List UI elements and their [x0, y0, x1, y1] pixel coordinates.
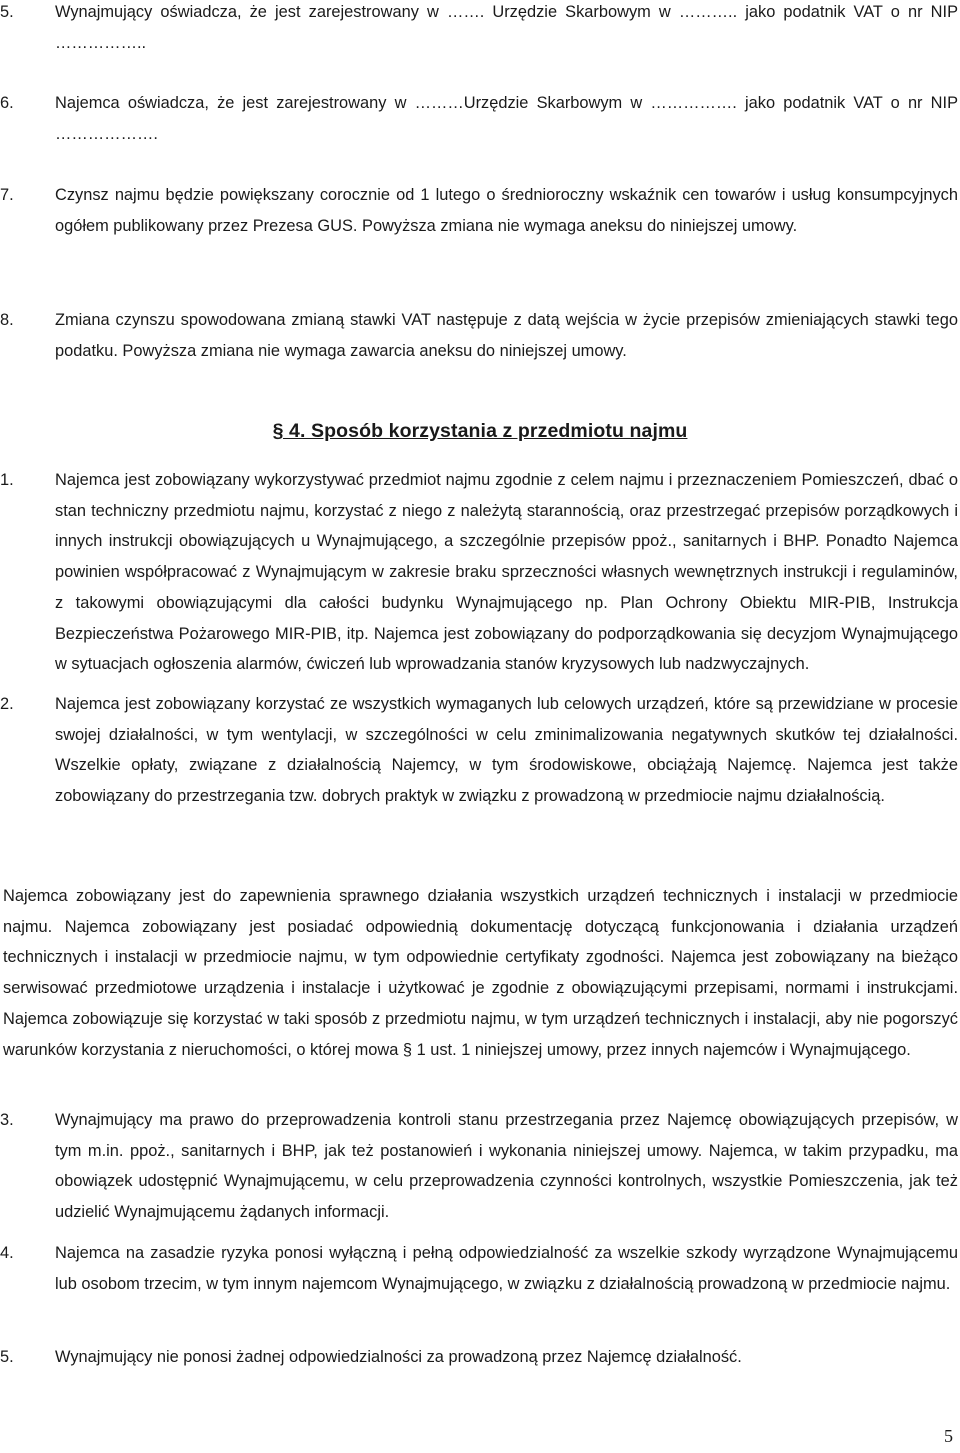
list-item-number: 4.: [0, 1244, 14, 1262]
list-item-number: 2.: [0, 695, 14, 713]
paragraph-text: Najemca zobowiązany jest do zapewnienia sprawnego działania wszystkich urządzeń technicznych i instalacji w przedmiocie najmu. Najemca zobowiązany jest posiadać odpowiednią dokumentację dotyczącą funkcjonowania i działania urządzeń technicznych i instalacji w przedmiocie najmu, w tym odpowiednie certyfikaty zgodności. Najemca jest zobowiązany na bieżąco serwisować przedmiotowe urządzenia i instalacje i użytkować je zgodnie z obowiązującymi przepisami, normami i instrukcjami. Najemca zobowiązuje się korzystać w taki sposób z przedmiotu najmu, w tym urządzeń technicznych i instalacji, aby nie pogorszyć warunków korzystania z nieruchomości, o której mowa § 1 ust. 1 niniejszej umowy, przez innych najemców i Wynajmującego.: [3, 887, 958, 1059]
list-item-number: 7.: [0, 186, 14, 204]
list-item-text: Najemca jest zobowiązany wykorzystywać przedmiot najmu zgodnie z celem najmu i przeznaczeniem Pomieszczeń, dbać o stan techniczny przedmiotu najmu, korzystać z niego z należytą starannością, oraz przestrzegać przepisów porządkowych i innych instrukcji obowiązujących u Wynajmującego, a szczególnie przepisów ppoż., sanitarnych i BHP. Ponadto Najemca powinien współpracować z Wynajmującym w zakresie braku sprzeczności własnych wewnętrznych instrukcji i regulaminów, z takowymi obowiązującymi dla całości budynku Wynajmującego np. Plan Ochrony Obiektu MIR-PIB, Instrukcja Bezpieczeństwa Pożarowego MIR-PIB, itp. Najemca jest zobowiązany do podporządkowania się decyzjom Wynajmującego w sytuacjach ogłoszenia alarmów, ćwiczeń lub wprowadzania stanów kryzysowych lub nadzwyczajnych.: [55, 471, 958, 674]
list-item-text: Czynsz najmu będzie powiększany corocznie od 1 lutego o średnioroczny wskaźnik cen towarów i usług konsumpcyjnych ogółem publikowany przez Prezesa GUS. Powyższa zmiana nie wymaga aneksu do niniejszej umowy.: [55, 186, 958, 235]
list-item-number: 5.: [0, 1348, 14, 1366]
list-item-number: 8.: [0, 311, 14, 329]
list-item-number: 6.: [0, 94, 14, 112]
list-item-number: 1.: [0, 471, 14, 489]
section-item-4: [0, 1238, 958, 1299]
section-item-5: [0, 1342, 958, 1373]
list-item-5: [0, 0, 958, 58]
list-item-text: Najemca oświadcza, że jest zarejestrowany w ………Urzędzie Skarbowym w ……………. jako podatnik VAT o nr NIP ……………….: [55, 94, 958, 143]
section-item-1: [0, 465, 958, 680]
section-item-2: [0, 689, 958, 812]
section-heading: § 4. Sposób korzystania z przedmiotu najmu: [272, 420, 688, 442]
list-item-number: 5.: [0, 3, 14, 21]
list-item-text: Wynajmujący ma prawo do przeprowadzenia kontroli stanu przestrzegania przez Najemcę obowiązujących przepisów, w tym m.in. ppoż., sanitarnych i BHP, jak też postanowień i wykonania niniejszej umowy. Najemca, w takim przypadku, ma obowiązek udostępnić Wynajmującemu, w celu przeprowadzenia czynności kontrolnych, wszystkie Pomieszczenia, jak też udzielić Wynajmującemu żądanych informacji.: [55, 1111, 958, 1222]
list-item-text: Najemca na zasadzie ryzyka ponosi wyłączną i pełną odpowiedzialność za wszelkie szkody wyrządzone Wynajmującemu lub osobom trzecim, w tym innym najemcom Wynajmującego, w związku z działalnością prowadzoną w przedmiocie najmu.: [55, 1244, 958, 1293]
list-item-7: [0, 180, 958, 241]
list-item-text: Najemca jest zobowiązany korzystać ze wszystkich wymaganych lub celowych urządzeń, które są przewidziane w procesie swojej działalności, w tym wentylacji, w szczególności w celu zminimalizowania negatywnych skutków tej działalności. Wszelkie opłaty, związane z działalnością Najemcy, w tym środowiskowe, obciążają Najemcę. Najemca jest także zobowiązany do przestrzegania tzw. dobrych praktyk w związku z prowadzoną w przedmiocie najmu działalnością.: [55, 695, 958, 806]
list-item-6: [0, 88, 958, 149]
list-item-text: Zmiana czynszu spowodowana zmianą stawki VAT następuje z datą wejścia w życie przepisów zmieniających stawki tego podatku. Powyższa zmiana nie wymaga zawarcia aneksu do niniejszej umowy.: [55, 311, 958, 360]
page-number: 5: [944, 1426, 953, 1446]
list-item-text: Wynajmujący nie ponosi żadnej odpowiedzialności za prowadzoną przez Najemcę działalność.: [55, 1348, 742, 1366]
list-item-8: [0, 305, 958, 366]
unnumbered-paragraph: [3, 881, 958, 1065]
list-item-number: 3.: [0, 1111, 14, 1129]
section-item-3: [0, 1105, 958, 1228]
list-item-text: Wynajmujący oświadcza, że jest zarejestrowany w ……. Urzędzie Skarbowym w ……….. jako podatnik VAT o nr NIP ……………..: [55, 3, 958, 52]
